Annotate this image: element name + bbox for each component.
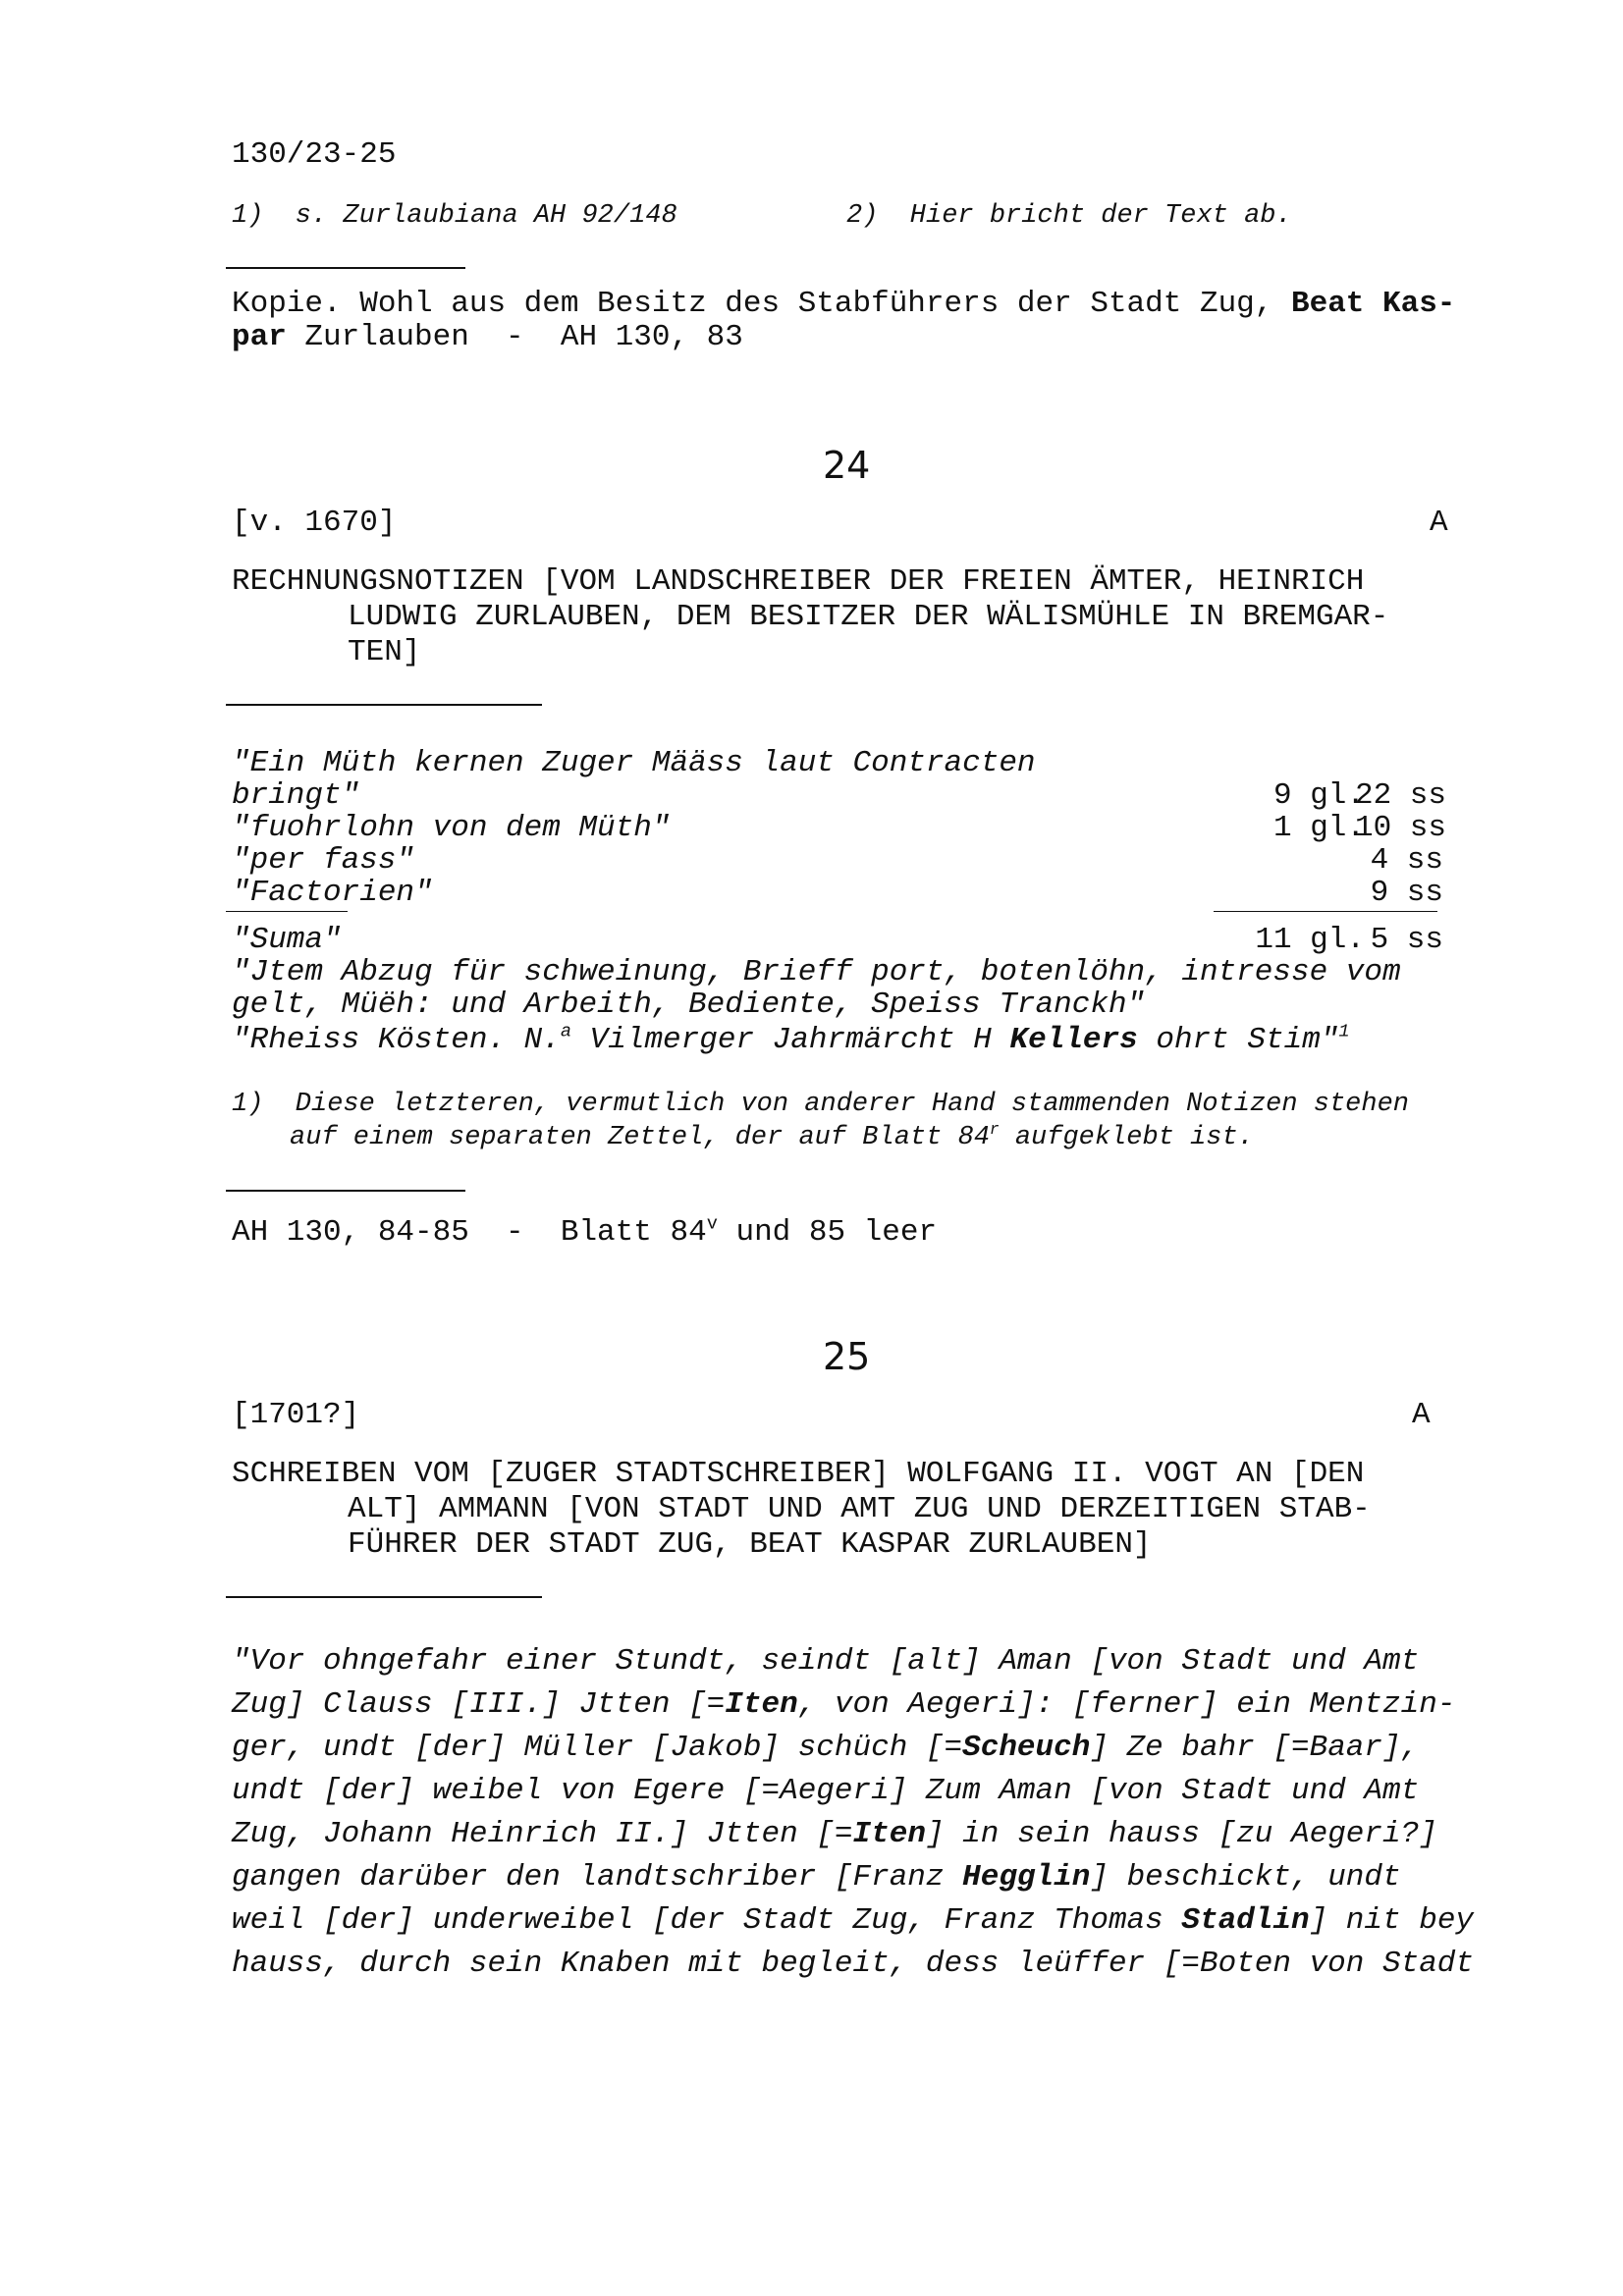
divider bbox=[226, 1190, 465, 1192]
document-24-title-line-1: RECHNUNGSNOTIZEN [VOM LANDSCHREIBER DER FREIEN ÄMTER, HEINRICH bbox=[232, 564, 1365, 599]
sum-rule-left bbox=[226, 911, 348, 912]
sum-label: "Suma" bbox=[232, 923, 342, 957]
account-note-line-3: "Rheiss Kösten. N.$^a$ Vilmerger Jahrmärcht H Kellers ohrt Stim"$^1$ bbox=[232, 1021, 1350, 1057]
previous-source-line-1: Kopie. Wohl aus dem Besitz des Stabführers der Stadt Zug, Beat Kas- bbox=[232, 287, 1456, 321]
document-number-25: 25 bbox=[823, 1335, 871, 1378]
letter-text-line: undt [der] weibel von Egere [=Aegeri] Zum Aman [von Stadt und Amt bbox=[232, 1774, 1420, 1808]
divider bbox=[226, 267, 465, 269]
account-row-gulden: 9 gl. bbox=[1272, 778, 1365, 813]
document-24-footnote-line-1: 1) Diese letzteren, vermutlich von anderer Hand stammenden Notizen stehen bbox=[232, 1090, 1409, 1119]
document-24-source: AH 130, 84-85 - Blatt 84$^v$ und 85 leer bbox=[232, 1213, 938, 1250]
account-row-label: bringt" bbox=[232, 778, 360, 813]
account-row-label: "fuohrlohn von dem Müth" bbox=[232, 811, 671, 845]
document-25-title-line-1: SCHREIBEN VOM [ZUGER STADTSCHREIBER] WOLFGANG II. VOGT AN [DEN bbox=[232, 1457, 1365, 1491]
footnote-1: 1) s. Zurlaubiana AH 92/148 bbox=[232, 201, 677, 231]
document-25-date: [1701?] bbox=[232, 1398, 360, 1432]
account-row-schilling: 22 ss bbox=[1355, 778, 1447, 813]
letter-text-line: gangen darüber den landtschriber [Franz Hegglin] beschickt, undt bbox=[232, 1860, 1401, 1895]
document-25-title-line-3: FÜHRER DER STADT ZUG, BEAT KASPAR ZURLAUBEN] bbox=[348, 1527, 1152, 1562]
divider bbox=[226, 1596, 542, 1598]
letter-text-line: hauss, durch sein Knaben mit begleit, dess leüffer [=Boten von Stadt bbox=[232, 1947, 1475, 1981]
document-24-title-line-2: LUDWIG ZURLAUBEN, DEM BESITZER DER WÄLISMÜHLE IN BREMGAR- bbox=[348, 600, 1389, 634]
letter-text-line: Zug] Clauss [III.] Jtten [=Iten, von Aegeri]: [ferner] ein Mentzin- bbox=[232, 1687, 1456, 1722]
document-24-letter: A bbox=[1430, 506, 1448, 540]
sum-schilling: 5 ss bbox=[1370, 923, 1443, 957]
divider bbox=[226, 704, 542, 706]
sum-gulden: 11 gl. bbox=[1255, 923, 1365, 957]
account-note-line-1: "Jtem Abzug für schweinung, Brieff port, botenlöhn, intresse vom bbox=[232, 955, 1401, 989]
account-row-gulden: 1 gl. bbox=[1272, 811, 1365, 845]
footnote-2: 2) Hier bricht der Text ab. bbox=[846, 201, 1292, 231]
document-24-title-line-3: TEN] bbox=[348, 635, 421, 669]
reference-number: 130/23-25 bbox=[232, 137, 397, 172]
document-number-24: 24 bbox=[823, 444, 871, 487]
sum-rule-right bbox=[1214, 911, 1437, 912]
account-note-line-2: gelt, Müëh: und Arbeith, Bediente, Speiss Tranckh" bbox=[232, 988, 1146, 1022]
account-row-label: "per fass" bbox=[232, 843, 415, 878]
document-24-date: [v. 1670] bbox=[232, 506, 397, 540]
account-row-schilling: 9 ss bbox=[1370, 876, 1443, 910]
account-row-label: "Factorien" bbox=[232, 876, 433, 910]
letter-text-line: Zug, Johann Heinrich II.] Jtten [=Iten] in sein hauss [zu Aegeri?] bbox=[232, 1817, 1437, 1851]
previous-source-line-2: par Zurlauben - AH 130, 83 bbox=[232, 320, 743, 354]
letter-text-line: ger, undt [der] Müller [Jakob] schüch [=Scheuch] Ze bahr [=Baar], bbox=[232, 1731, 1420, 1765]
account-row-label: "Ein Müth kernen Zuger Määss laut Contracten bbox=[232, 746, 1036, 780]
document-24-footnote-line-2: auf einem separaten Zettel, der auf Blatt 84$^r$ aufgeklebt ist. bbox=[290, 1121, 1254, 1152]
document-25-title-line-2: ALT] AMMANN [VON STADT UND AMT ZUG UND DERZEITIGEN STAB- bbox=[348, 1492, 1371, 1526]
document-25-letter: A bbox=[1412, 1398, 1431, 1432]
letter-text-line: "Vor ohngefahr einer Stundt, seindt [alt] Aman [von Stadt und Amt bbox=[232, 1644, 1420, 1679]
account-row-schilling: 4 ss bbox=[1370, 843, 1443, 878]
account-row-schilling: 10 ss bbox=[1355, 811, 1447, 845]
letter-text-line: weil [der] underweibel [der Stadt Zug, Franz Thomas Stadlin] nit bey bbox=[232, 1903, 1475, 1938]
